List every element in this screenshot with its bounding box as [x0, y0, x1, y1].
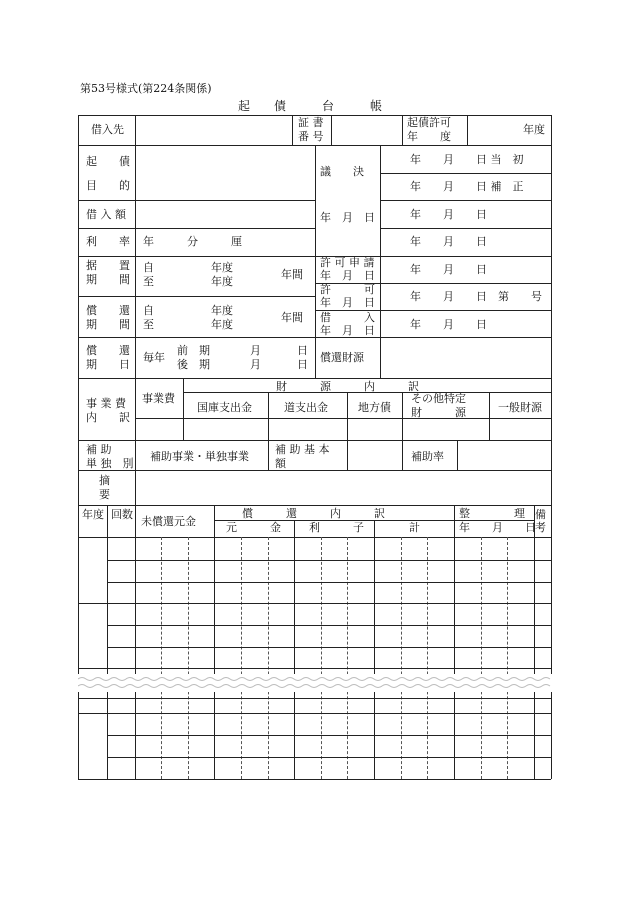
deferment-label-1: 据 置 — [86, 259, 130, 272]
wavy-break-icon — [78, 674, 554, 692]
project-label-1: 事 業 費 — [86, 397, 126, 410]
unpaid-principal-label: 未償還元金 — [141, 515, 196, 528]
loan-label-1: 借 入 — [320, 311, 375, 324]
month-2: 月 — [250, 358, 261, 371]
ledger-year-label: 年度 — [82, 508, 104, 521]
repay-date-label-2: 期 日 — [86, 358, 130, 371]
page-break-gap — [78, 674, 554, 692]
first-half-label: 前 期 — [177, 344, 210, 357]
repay-source-label: 償還財源 — [320, 351, 364, 364]
remarks-label-1: 備 — [535, 508, 546, 521]
date-initial: 年 月 日 当 初 — [410, 153, 524, 166]
date-row-3: 年 月 日 — [410, 208, 487, 221]
permit-label-1: 許 可 — [320, 283, 375, 296]
subsidy-rate-label: 補助率 — [411, 450, 444, 463]
project-label-2: 内 訳 — [86, 411, 130, 424]
resolution-label: 議 決 — [320, 165, 364, 178]
date-row-7: 年 月 日 — [410, 318, 487, 331]
repay-nendo-1: 年度 — [211, 304, 233, 317]
adjust-ymd: 年 月 日 — [459, 521, 536, 534]
general-label: 一般財源 — [498, 401, 542, 414]
lender-label: 借入先 — [91, 123, 124, 136]
date-row-5: 年 月 日 — [410, 263, 487, 276]
repay-period-label-1: 償 還 — [86, 304, 130, 317]
deferment-nendo-2: 年度 — [211, 275, 233, 288]
subsidy-label-1: 補 助 — [86, 443, 112, 456]
total-label: 計 — [409, 521, 420, 534]
project-cost-label: 事業費 — [142, 392, 175, 405]
resolution-ymd: 年 月 日 — [320, 211, 375, 224]
summary-label-1: 摘 — [99, 474, 110, 487]
summary-label-2: 要 — [99, 488, 110, 501]
funds-header: 財 源 内 訳 — [276, 380, 419, 393]
repay-nendo-2: 年度 — [211, 318, 233, 331]
apply-label-1: 許 可 申 請 — [320, 256, 375, 269]
fiscal-year-unit: 年度 — [523, 123, 545, 136]
subsidy-base-label-1: 補 助 基 本 — [275, 443, 330, 456]
form-number: 第53号様式(第224条関係) — [80, 82, 212, 95]
repay-kikan: 年間 — [281, 311, 303, 324]
date-revision: 年 月 日 補 正 — [410, 180, 524, 193]
ledger-count-label: 回数 — [111, 508, 133, 521]
principal-label: 元 金 — [226, 521, 281, 534]
permit-label-2: 年 月 日 — [320, 296, 375, 309]
loan-label-2: 年 月 日 — [320, 324, 375, 337]
repay-date-label-1: 償 還 — [86, 344, 130, 357]
local-bond-label: 地方債 — [358, 401, 391, 414]
deferment-kikan: 年間 — [281, 268, 303, 281]
date-row-4: 年 月 日 — [410, 235, 487, 248]
repay-period-label-2: 期 間 — [86, 318, 130, 331]
deferment-nendo-1: 年度 — [211, 261, 233, 274]
deferment-label-2: 期 間 — [86, 273, 130, 286]
permit-year-label-2: 年 度 — [407, 130, 451, 143]
date-row-6: 年 月 日 第 号 — [410, 290, 542, 303]
rate-value: 年 分 厘 — [143, 235, 242, 248]
apply-label-2: 年 月 日 — [320, 269, 375, 282]
repay-detail-header: 償 還 内 訳 — [242, 507, 385, 520]
purpose-label-2: 目 的 — [86, 179, 130, 192]
national-label: 国庫支出金 — [197, 401, 252, 414]
adjust-header: 整 理 — [459, 507, 525, 520]
cert-no-label-1: 証 書 — [298, 116, 324, 129]
interest-label: 利 子 — [309, 521, 364, 534]
prefectural-label: 道支出金 — [284, 401, 328, 414]
yearly-label: 毎年 — [143, 351, 165, 364]
month-1: 月 — [250, 344, 261, 357]
borrow-amount-label: 借 入 額 — [86, 208, 126, 221]
deferment-from: 自 — [143, 261, 154, 274]
subsidy-label-2: 単 独 別 — [86, 457, 134, 470]
repay-from: 自 — [143, 304, 154, 317]
other-label-1: その他特定 — [411, 392, 466, 405]
second-half-label: 後 期 — [177, 358, 210, 371]
day-2: 日 — [297, 358, 308, 371]
cert-no-label-2: 番 号 — [298, 130, 324, 143]
subsidy-base-label-2: 額 — [275, 457, 286, 470]
subsidy-value: 補助事業・単独事業 — [150, 450, 249, 463]
repay-to: 至 — [143, 318, 154, 331]
permit-year-label-1: 起債許可 — [407, 116, 451, 129]
lender-field[interactable] — [136, 118, 292, 144]
deferment-to: 至 — [143, 275, 154, 288]
remarks-label-2: 考 — [535, 521, 546, 534]
other-label-2: 財 源 — [411, 406, 466, 419]
purpose-label-1: 起 債 — [86, 155, 130, 168]
day-1: 日 — [297, 344, 308, 357]
page-title: 起 債 台 帳 — [238, 99, 383, 113]
rate-label: 利 率 — [86, 235, 130, 248]
